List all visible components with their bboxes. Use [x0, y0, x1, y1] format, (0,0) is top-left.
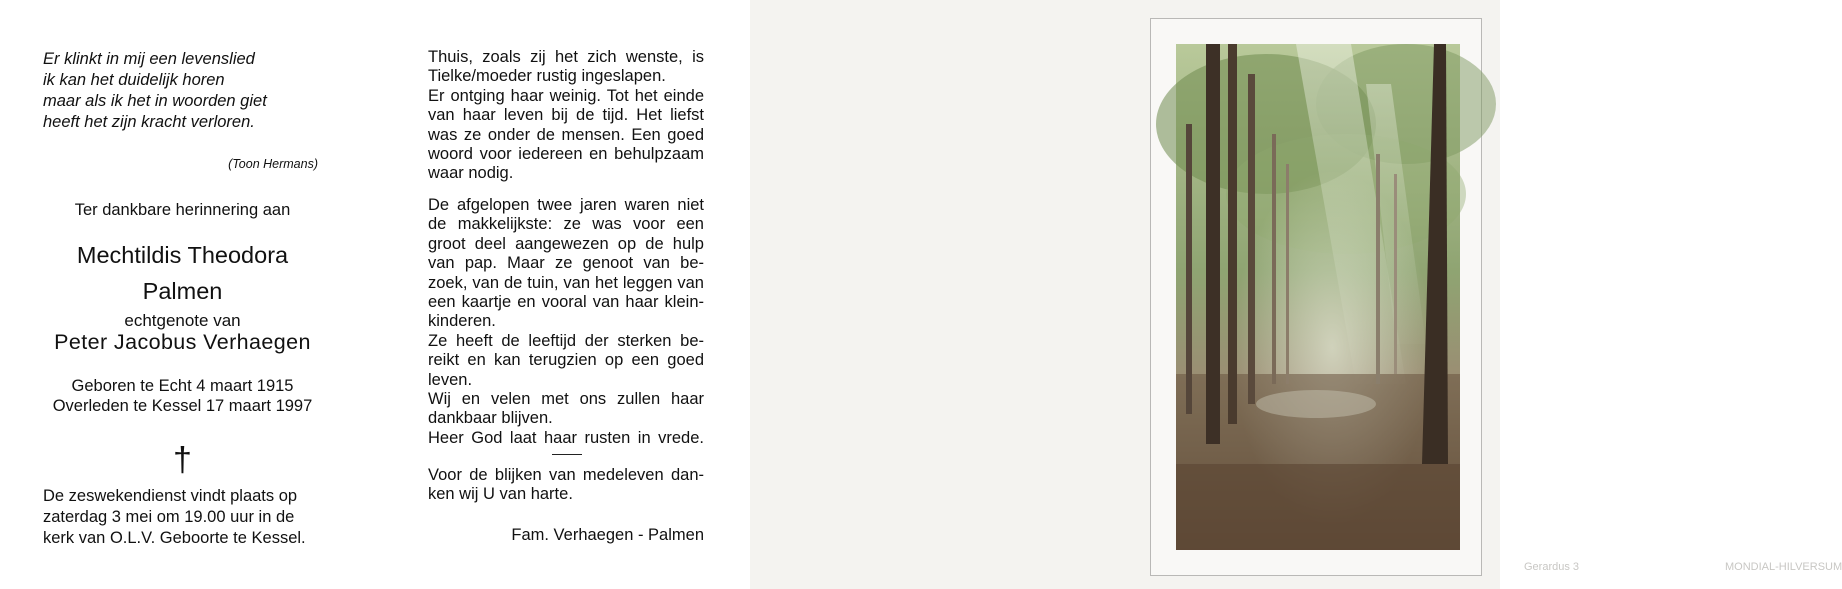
paragraph-line: Heer God laat haar rusten in vrede. [428, 428, 704, 447]
service-notice [43, 486, 321, 549]
paragraph-line: De afgelopen twee jaren waren niet [428, 196, 704, 214]
paragraph-line: groot deel aangewezen op de hulp [428, 234, 704, 253]
card-inner-left [0, 0, 750, 589]
imprint-series: Gerardus 3 [1524, 561, 1580, 573]
paragraph-line: zoek, van de tuin, van het leggen van [428, 273, 704, 292]
paragraph-line: van pap. Maar ze genoot van be- [428, 254, 704, 273]
paragraph-thanks [428, 466, 704, 505]
service-line: zaterdag 3 mei om 19.00 uur in de [43, 508, 295, 526]
service-line: kerk van O.L.V. Geboorte te Kessel. [43, 529, 306, 547]
paragraph-line: Voor de blijken van medeleven dan- [428, 466, 704, 484]
paragraph-line: Er ontging haar weinig. Tot het einde [428, 86, 704, 105]
paragraph-line: was ze onder de mensen. Een goed [428, 125, 704, 144]
paragraph-line: een kaartje en vooral van haar klein- [428, 293, 704, 312]
paragraph-line: dankbaar blijven. [428, 409, 553, 428]
family-signature: Fam. Verhaegen - Palmen [511, 526, 704, 544]
spouse-name: Peter Jacobus Verhaegen [54, 330, 311, 354]
imprint-publisher: MONDIAL-HILVERSUM [1725, 561, 1842, 573]
paragraph-line: reikt en kan terugzien op een goed [428, 351, 704, 370]
paragraph-tribute [428, 48, 704, 184]
poem-line: Er klinkt in mij een levenslied [43, 50, 255, 68]
paragraph-line: Tielke/moeder rustig ingeslapen. [428, 67, 666, 86]
poem-line: ik kan het duidelijk horen [43, 71, 225, 89]
paragraph-line: Wij en velen met ons zullen haar [428, 390, 704, 409]
paragraph-line: Ze heeft de leeftijd der sterken be- [428, 331, 704, 350]
death-info: Overleden te Kessel 17 maart 1997 [52, 397, 313, 415]
paragraph-last-years [428, 196, 704, 448]
paragraph-line: van haar leven bij de tijd. Het liefst [428, 106, 704, 125]
service-line: De zeswekendienst vindt plaats op [43, 487, 298, 505]
spouse-label: echtgenote van [124, 311, 241, 330]
deceased-first-names: Mechtildis Theodora [76, 242, 289, 268]
cross-icon: † [173, 441, 192, 479]
birth-info: Geboren te Echt 4 maart 1915 [71, 377, 294, 395]
paragraph-line: Thuis, zoals zij het zich wenste, is [428, 48, 704, 66]
poem [43, 49, 267, 133]
divider [552, 454, 582, 455]
paragraph-line: woord voor iedereen en behulpzaam [428, 145, 704, 164]
paragraph-line: ken wij U van harte. [428, 485, 573, 504]
forest-photo [1176, 44, 1460, 550]
paragraph-line: kinderen. [428, 312, 496, 331]
paragraph-line: de makkelijkste: ze was voor een [428, 215, 704, 234]
paragraph-line: leven. [428, 370, 473, 389]
forest-illustration [1176, 44, 1460, 550]
poem-line: maar als ik het in woorden giet [43, 92, 267, 110]
deceased-surname: Palmen [142, 278, 223, 304]
paragraph-line: waar nodig. [428, 164, 514, 183]
poem-author: (Toon Hermans) [228, 157, 318, 171]
poem-line: heeft het zijn kracht verloren. [43, 113, 255, 131]
dedication: Ter dankbare herinnering aan [74, 201, 291, 219]
